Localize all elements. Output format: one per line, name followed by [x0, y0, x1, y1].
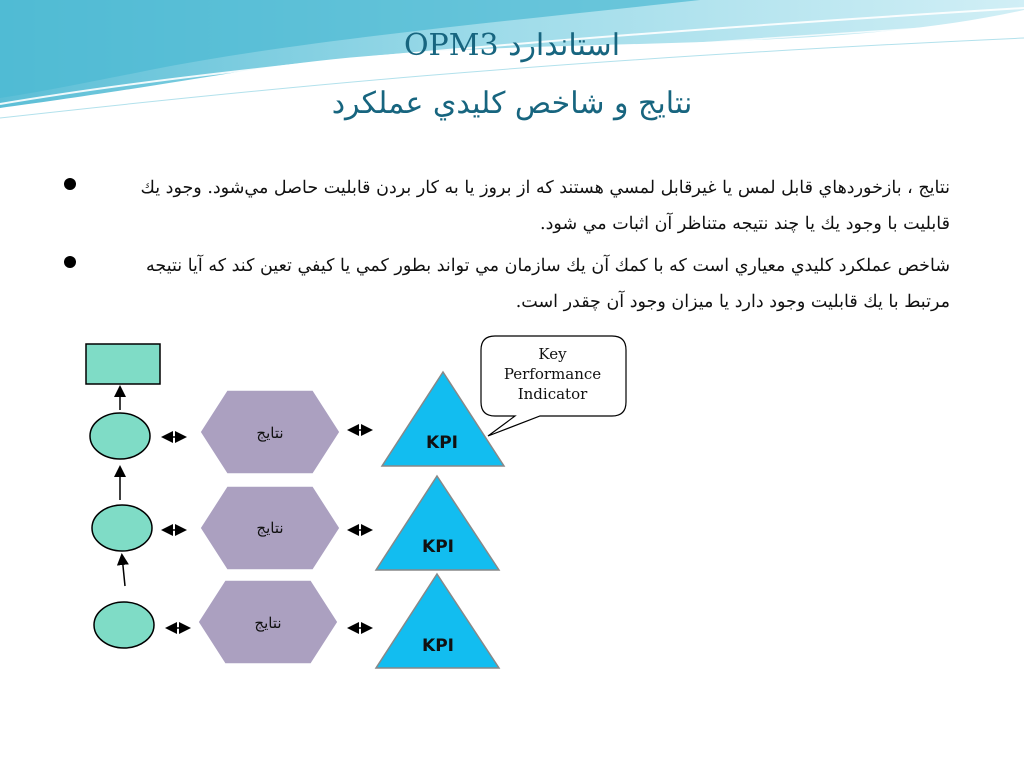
capability-circle [90, 413, 150, 459]
arrow-up [122, 556, 125, 586]
outcome-label: نتايج [256, 424, 284, 442]
callout-line: Performance [503, 365, 602, 383]
callout-line: Indicator [517, 385, 588, 403]
callout-text [480, 336, 625, 416]
page-subtitle: نتايج و شاخص كليدي عملكرد [331, 86, 693, 121]
kpi-label: KPI [422, 537, 454, 557]
capability-circle [94, 602, 154, 648]
kpi-label: KPI [426, 433, 458, 453]
kpi-label: KPI [422, 636, 454, 656]
bullet-text: نتايج ، بازخوردهاي قابل لمس يا غيرقابل لمسي هستند كه از بروز يا به كار بردن قابليت حاصل مي‌شود. وجود يك قابليت با وجود يك يا چند نتيجه متناظر آن اثبات مي شود. [140, 178, 950, 234]
page-title: استاندارد OPM3 [403, 28, 621, 63]
outcome-label: نتايج [256, 519, 284, 537]
best-practice-box [86, 344, 160, 384]
bullet-text: شاخص عملكرد كليدي معياري است كه با كمك آن يك سازمان مي تواند بطور كمي يا كيفي تعين كند كه آيا نتيجه مرتبط با يك قابليت وجود دارد يا ميزان وجود آن چقدر است. [146, 256, 950, 312]
outcome-label: نتايج [254, 614, 282, 632]
callout-line: Key [538, 345, 567, 363]
capability-circle [92, 505, 152, 551]
